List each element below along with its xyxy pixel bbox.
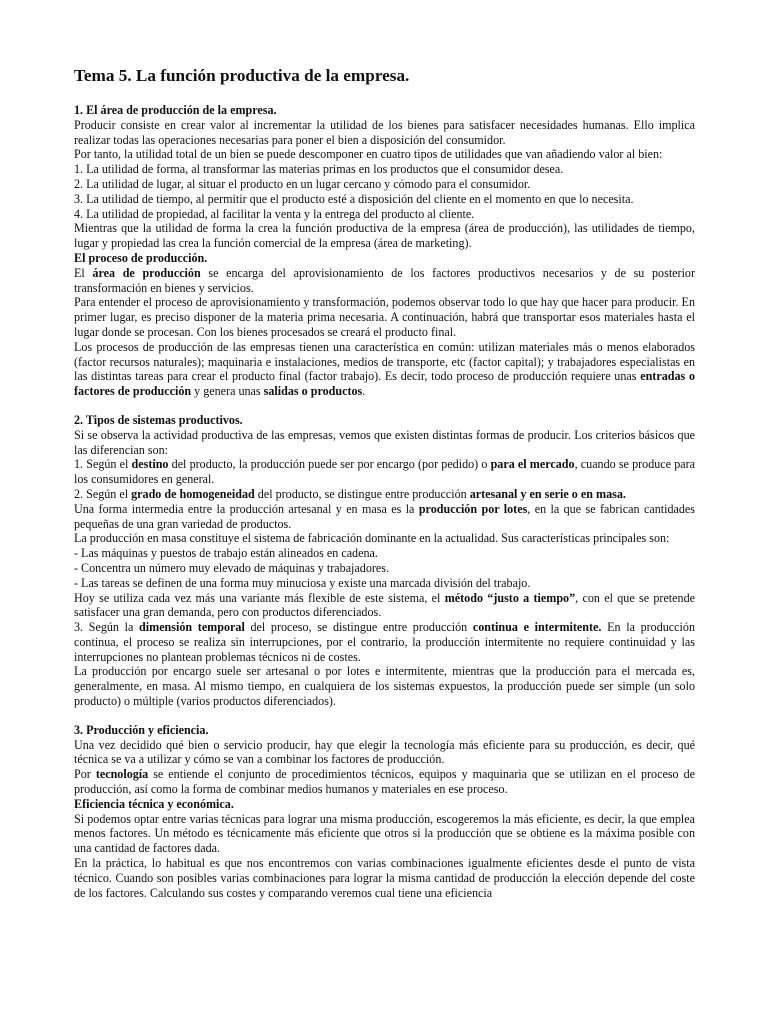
list-item: 2. Según el grado de homogeneidad del producto, se distingue entre producción artesanal y en serie o en masa. bbox=[74, 486, 626, 501]
section-1-heading: 1. El área de producción de la empresa. bbox=[74, 103, 277, 117]
paragraph: Los procesos de producción de las empresas tienen una característica en común: utilizan materiales más o menos elaborados (factor recursos naturales); maquinaria e instalaciones, medios de transporte, etc (factor capital); y trabajadores especialistas en las distintas tareas para crear el producto final (factor trabajo). Es decir, todo proceso de producción requiere unas entradas o factores de producción y genera unas salidas o productos. bbox=[74, 339, 695, 399]
paragraph: La producción en masa constituye el sistema de fabricación dominante en la actualidad. Sus características principales son: bbox=[74, 531, 670, 546]
paragraph: Por tanto, la utilidad total de un bien se puede descomponer en cuatro tipos de utilidades que van añadiendo valor al bien: bbox=[74, 147, 663, 162]
list-item: 4. La utilidad de propiedad, al facilitar la venta y la entrega del producto al cliente. bbox=[74, 206, 475, 221]
paragraph: Por tecnología se entiende el conjunto de procedimientos técnicos, equipos y maquinaria que se utilizan en el proceso de producción, así como la forma de combinar medios humanos y materiales en ese proceso. bbox=[74, 767, 695, 797]
paragraph: Si se observa la actividad productiva de las empresas, vemos que existen distintas formas de producir. Los criterios básicos que las diferencian son: bbox=[74, 427, 695, 457]
paragraph: Producir consiste en crear valor al incrementar la utilidad de los bienes para satisfacer necesidades humanas. Ello implica realizar todas las operaciones necesarias para poner el bien a disposición del consumidor. bbox=[74, 117, 695, 147]
list-item: 3. La utilidad de tiempo, al permitir que el producto esté a disposición del cliente en el momento en que lo necesita. bbox=[74, 191, 634, 206]
list-item: 1. La utilidad de forma, al transformar las materias primas en los productos que el consumidor desea. bbox=[74, 162, 564, 177]
document-title: Tema 5. La función productiva de la empresa. bbox=[74, 66, 410, 85]
subheading: El proceso de producción. bbox=[74, 250, 208, 265]
list-item: 1. Según el destino del producto, la producción puede ser por encargo (por pedido) o para el mercado, cuando se produce para los consumidores en general. bbox=[74, 457, 696, 487]
paragraph: Una forma intermedia entre la producción artesanal y en masa es la producción por lotes, en la que se fabrican cantidades pequeñas de una gran variedad de productos. bbox=[74, 501, 695, 531]
list-item: 2. La utilidad de lugar, al situar el producto en un lugar cercano y cómodo para el consumidor. bbox=[74, 176, 531, 191]
list-item: 3. Según la dimensión temporal del proceso, se distingue entre producción continua e intermitente. En la producción continua, el proceso se realiza sin interrupciones, por el contrario, la producción intermitente no requiere continuidad y las interrupciones no plantean problemas técnicos ni de costes. bbox=[74, 620, 696, 664]
paragraph: Mientras que la utilidad de forma la crea la función productiva de la empresa (área de producción), las utilidades de tiempo, lugar y propiedad las crea la función comercial de la empresa (área de marketing). bbox=[74, 221, 695, 251]
paragraph: El área de producción se encarga del aprovisionamiento de los factores productivos necesarios y de su posterior transformación en bienes y servicios. bbox=[74, 265, 696, 295]
paragraph: Si podemos optar entre varias técnicas para lograr una misma producción, escogeremos la más eficiente, es decir, la que emplea menos factores. Un método es técnicamente más eficiente que otros si la producción que se obtiene es la máxima posible con una cantidad de factores dada. bbox=[74, 811, 695, 856]
document-page bbox=[74, 66, 695, 900]
paragraph: La producción por encargo suele ser artesanal o por lotes e intermitente, mientras que la producción para el mercada es, generalmente, en masa. Al mismo tiempo, en cualquiera de los sistemas expuestos, la producción puede ser simple (un solo producto) o múltiple (varios productos diferenciados). bbox=[74, 664, 695, 709]
bullet-item: - Las máquinas y puestos de trabajo están alineados en cadena. bbox=[74, 546, 378, 561]
subheading: Eficiencia técnica y económica. bbox=[74, 796, 234, 811]
section-2-heading: 2. Tipos de sistemas productivos. bbox=[74, 412, 243, 427]
bullet-item: - Concentra un número muy elevado de máquinas y trabajadores. bbox=[74, 560, 390, 575]
paragraph: En la práctica, lo habitual es que nos encontremos con varias combinaciones igualmente eficientes desde el punto de vista técnico. Cuando son posibles varias combinaciones para lograr la misma cantidad de producción la elección depende del coste de los factores. Calculando sus costes y comparando veremos cual tiene una eficiencia bbox=[74, 856, 695, 900]
paragraph: Una vez decidido qué bien o servicio producir, hay que elegir la tecnología más eficiente para su producción, es decir, qué técnica se va a utilizar y cómo se van a combinar los factores de producción. bbox=[74, 737, 695, 767]
paragraph: Para entender el proceso de aprovisionamiento y transformación, podemos observar todo lo que hay que hacer para producir. En primer lugar, es preciso disponer de la materia prima necesaria. A continuación, habrá que transportar esos materiales hasta el lugar donde se procesan. Con los bienes procesados se creará el producto final. bbox=[74, 295, 695, 339]
paragraph: Hoy se utiliza cada vez más una variante más flexible de este sistema, el método “justo a tiempo”, con el que se pretende satisfacer una gran demanda, pero con productos diferenciados. bbox=[74, 590, 695, 620]
section-3-heading: 3. Producción y eficiencia. bbox=[74, 722, 209, 737]
bullet-item: - Las tareas se definen de una forma muy minuciosa y existe una marcada división del trabajo. bbox=[74, 575, 531, 590]
